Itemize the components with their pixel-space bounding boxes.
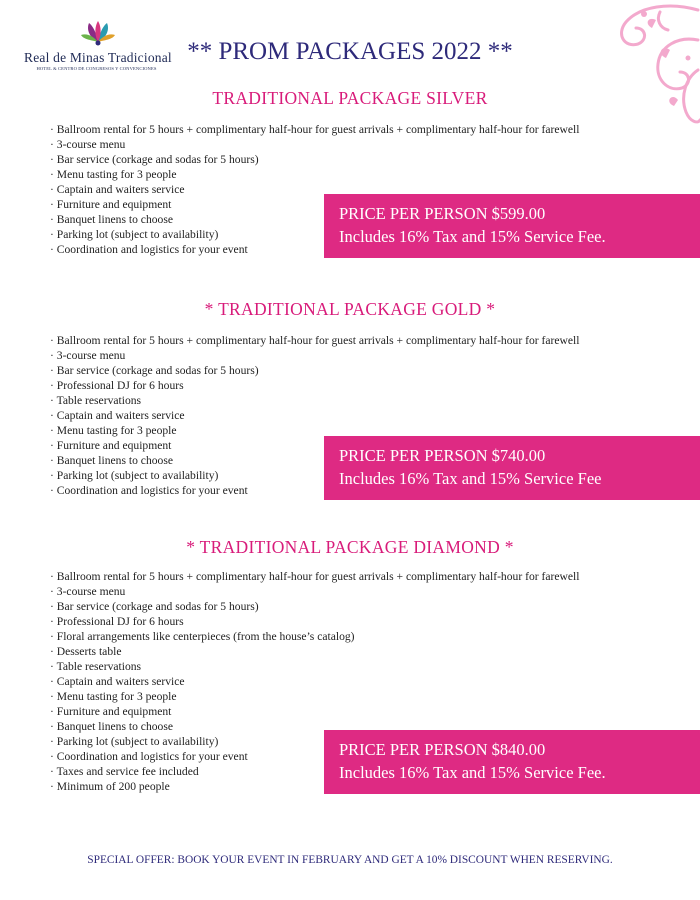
list-item: · Coordination and logistics for your event [50, 483, 579, 498]
package-title-silver: TRADITIONAL PACKAGE SILVER [212, 88, 488, 108]
list-item: · Ballroom rental for 5 hours + complimentary half-hour for guest arrivals + complimentary half-hour for farewell [50, 333, 579, 348]
special-offer: SPECIAL OFFER: BOOK YOUR EVENT IN FEBRUARY AND GET A 10% DISCOUNT WHEN RESERVING. [87, 854, 613, 866]
list-item: · Minimum of 200 people [50, 779, 579, 794]
list-item: · Furniture and equipment [50, 704, 579, 719]
price-line: PRICE PER PERSON $840.00 [339, 740, 546, 759]
brand-tagline: HOTEL & CENTRO DE CONGRESOS Y CONVENCIONES [36, 66, 157, 71]
list-item: · Taxes and service fee included [50, 764, 579, 779]
price-line: PRICE PER PERSON $740.00 [339, 446, 546, 465]
list-item: · Parking lot (subject to availability) [50, 227, 579, 242]
list-item: · Banquet linens to choose [50, 212, 579, 227]
price-box-silver [324, 194, 700, 258]
list-item: · Captain and waiters service [50, 182, 579, 197]
list-item: · Professional DJ for 6 hours [50, 378, 579, 393]
list-item: · Banquet linens to choose [50, 719, 579, 734]
list-item: · Desserts table [50, 644, 579, 659]
list-item: · 3-course menu [50, 584, 579, 599]
tax-line: Includes 16% Tax and 15% Service Fee. [339, 763, 606, 782]
price-box-gold [324, 436, 700, 500]
tax-line: Includes 16% Tax and 15% Service Fee. [339, 227, 606, 246]
list-item: · Menu tasting for 3 people [50, 423, 579, 438]
list-item: · Menu tasting for 3 people [50, 167, 579, 182]
list-item: · Floral arrangements like centerpieces (from the house’s catalog) [50, 629, 579, 644]
package-title-diamond: * TRADITIONAL PACKAGE DIAMOND * [186, 537, 514, 557]
list-item: · 3-course menu [50, 137, 579, 152]
list-item: · Table reservations [50, 659, 579, 674]
list-item: · Captain and waiters service [50, 408, 579, 423]
tax-line: Includes 16% Tax and 15% Service Fee [339, 469, 602, 488]
list-item: · Bar service (corkage and sodas for 5 hours) [50, 152, 579, 167]
list-item: · Coordination and logistics for your event [50, 242, 579, 257]
list-item: · Ballroom rental for 5 hours + complimentary half-hour for guest arrivals + complimentary half-hour for farewell [50, 569, 579, 584]
list-item: · Bar service (corkage and sodas for 5 hours) [50, 363, 579, 378]
list-item: · Banquet linens to choose [50, 453, 579, 468]
list-item: · Furniture and equipment [50, 438, 579, 453]
page-title: ** PROM PACKAGES 2022 ** [187, 38, 513, 65]
list-item: · Furniture and equipment [50, 197, 579, 212]
package-title-gold: * TRADITIONAL PACKAGE GOLD * [204, 299, 496, 319]
list-item: · Coordination and logistics for your event [50, 749, 579, 764]
list-item: · Menu tasting for 3 people [50, 689, 579, 704]
list-item: · Professional DJ for 6 hours [50, 614, 579, 629]
list-item: · Ballroom rental for 5 hours + complimentary half-hour for guest arrivals + complimentary half-hour for farewell [50, 122, 579, 137]
brand-name: Real de Minas Tradicional [24, 50, 172, 65]
list-item: · Table reservations [50, 393, 579, 408]
list-item: · Parking lot (subject to availability) [50, 468, 579, 483]
list-item: · 3-course menu [50, 348, 579, 363]
price-line: PRICE PER PERSON $599.00 [339, 204, 546, 223]
list-item: · Captain and waiters service [50, 674, 579, 689]
price-box-diamond [324, 730, 700, 794]
list-item: · Parking lot (subject to availability) [50, 734, 579, 749]
list-item: · Bar service (corkage and sodas for 5 hours) [50, 599, 579, 614]
